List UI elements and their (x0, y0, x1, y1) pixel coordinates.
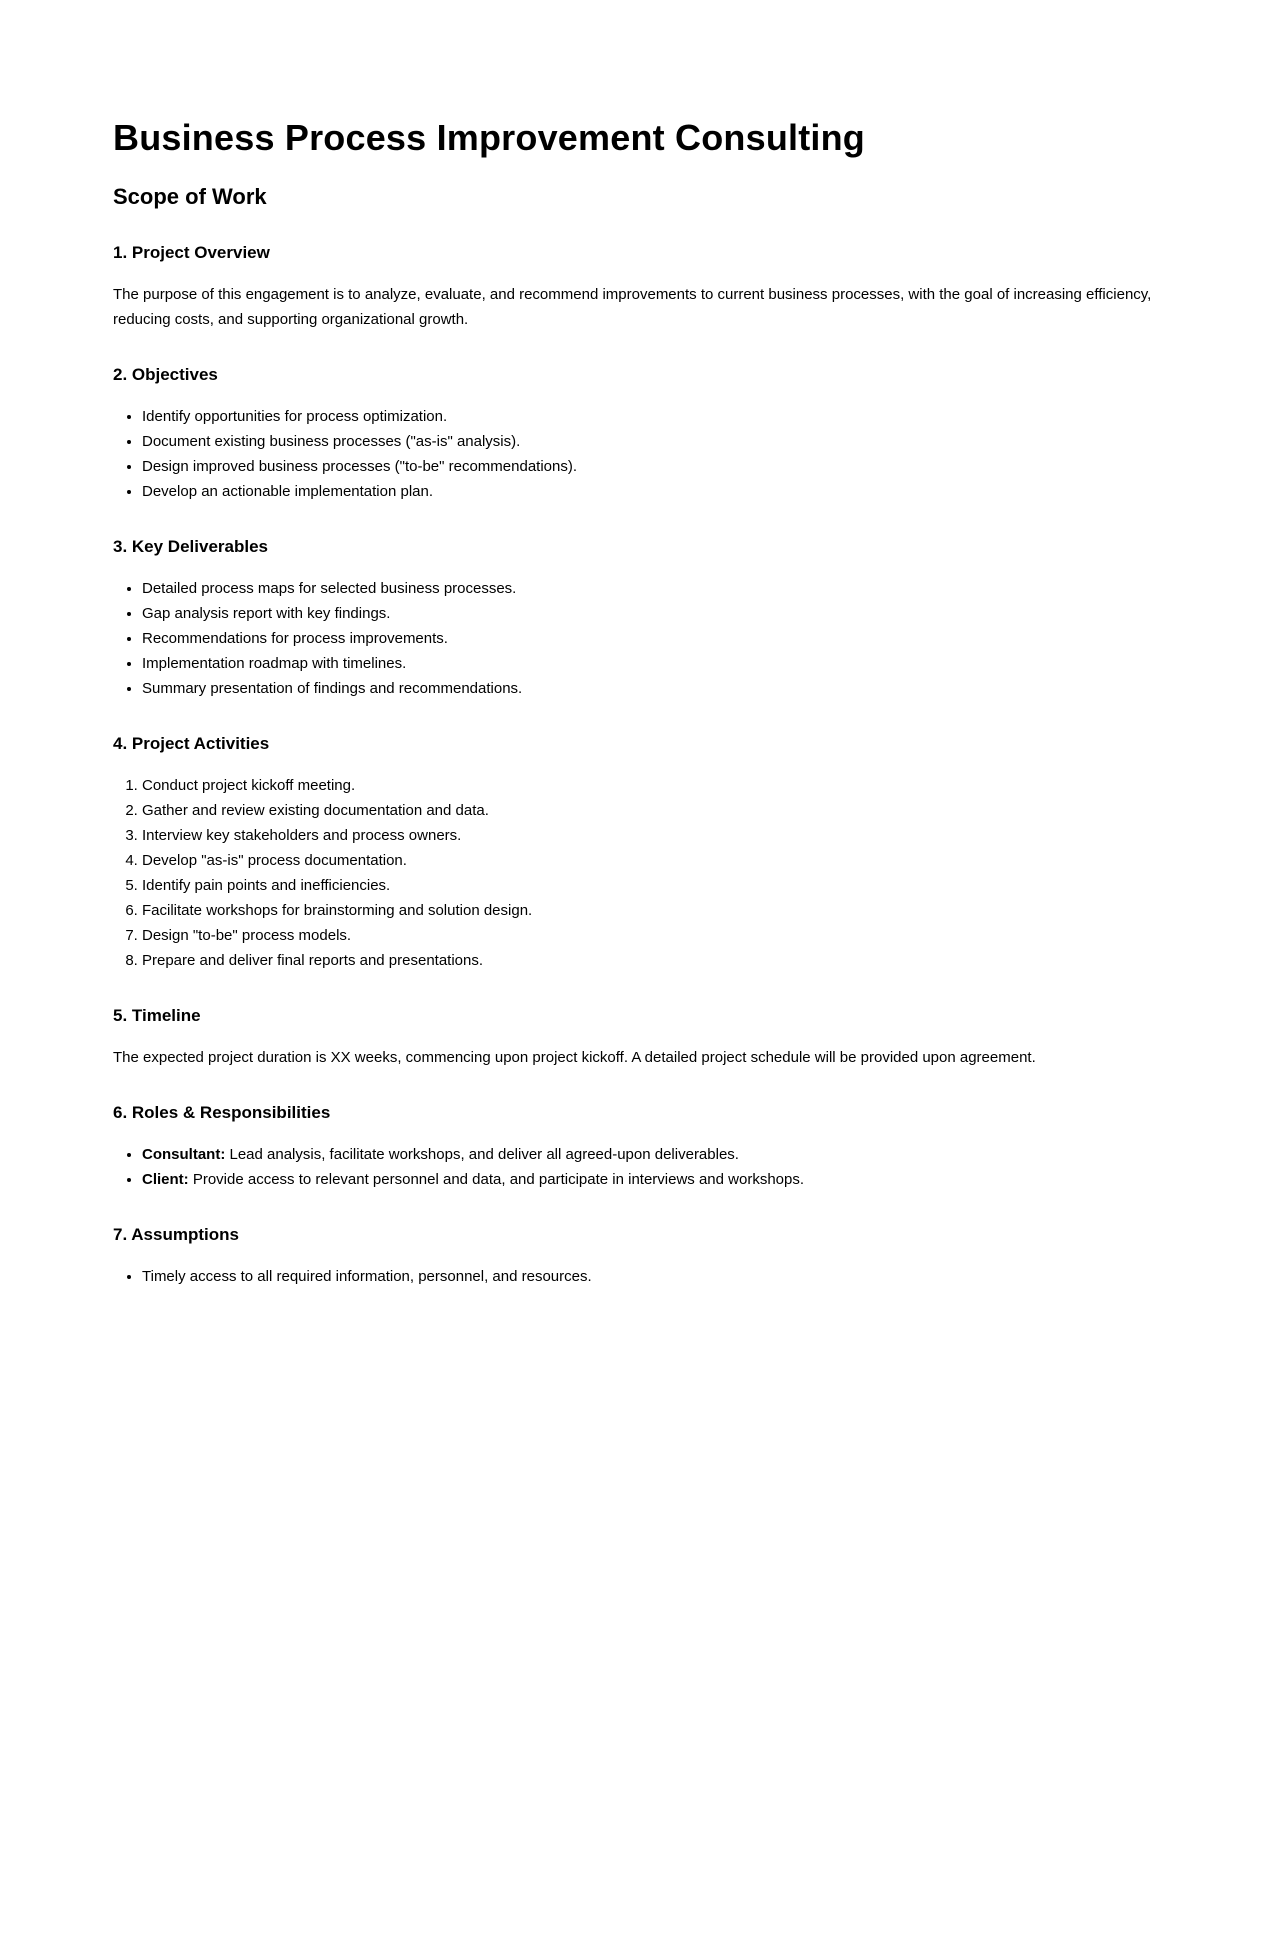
list-item: 8. Prepare and deliver final reports and presentations. (142, 948, 1153, 973)
numbered-list (113, 773, 1153, 973)
bullet-list (113, 576, 1153, 701)
list-item: • Consultant: Lead analysis, facilitate workshops, and deliver all agreed-upon deliverables. (142, 1142, 1153, 1167)
list-item: 5. Identify pain points and inefficiencies. (142, 873, 1153, 898)
list-item: • Gap analysis report with key findings. (142, 601, 1153, 626)
list-item: • Identify opportunities for process optimization. (142, 404, 1153, 429)
list-item: • Develop an actionable implementation plan. (142, 479, 1153, 504)
section-paragraph: The expected project duration is XX weeks, commencing upon project kickoff. A detailed project schedule will be provided upon agreement. (113, 1049, 1036, 1066)
document-subtitle: Scope of Work (113, 184, 267, 209)
section-heading: 6. Roles & Responsibilities (113, 1103, 331, 1122)
section-heading: 2. Objectives (113, 365, 218, 384)
section-heading: 5. Timeline (113, 1006, 201, 1025)
list-item: • Detailed process maps for selected business processes. (142, 576, 1153, 601)
list-item: 3. Interview key stakeholders and process owners. (142, 823, 1153, 848)
list-item: • Recommendations for process improvements. (142, 626, 1153, 651)
bullet-list (113, 1142, 1153, 1192)
sections-container (113, 242, 1153, 1285)
section-paragraph: The purpose of this engagement is to analyze, evaluate, and recommend improvements to current business processes, with the goal of increasing efficiency, reducing costs, and supporting organizational growth. (113, 286, 1152, 328)
document-content (113, 117, 1153, 1285)
list-item-label: Consultant: (142, 1146, 226, 1163)
section-heading: 3. Key Deliverables (113, 537, 268, 556)
list-item: • Design improved business processes ("to-be" recommendations). (142, 454, 1153, 479)
list-item: • Timely access to all required information, personnel, and resources. (142, 1264, 1153, 1285)
document-title: Business Process Improvement Consulting (113, 117, 865, 158)
section-heading: 1. Project Overview (113, 243, 270, 262)
list-item: 1. Conduct project kickoff meeting. (142, 773, 1153, 798)
list-item: • Document existing business processes ("as-is" analysis). (142, 429, 1153, 454)
bullet-list (113, 1264, 1153, 1285)
section-heading: 4. Project Activities (113, 734, 270, 753)
list-item: • Client: Provide access to relevant personnel and data, and participate in interviews and workshops. (142, 1167, 1153, 1192)
list-item: 7. Design "to-be" process models. (142, 923, 1153, 948)
list-item: 6. Facilitate workshops for brainstorming and solution design. (142, 898, 1153, 923)
list-item: 4. Develop "as-is" process documentation. (142, 848, 1153, 873)
list-item: • Summary presentation of findings and recommendations. (142, 676, 1153, 701)
bullet-list (113, 404, 1153, 504)
list-item-label: Client: (142, 1171, 189, 1188)
list-item: • Implementation roadmap with timelines. (142, 651, 1153, 676)
section-heading: 7. Assumptions (113, 1225, 239, 1244)
list-item: 2. Gather and review existing documentation and data. (142, 798, 1153, 823)
